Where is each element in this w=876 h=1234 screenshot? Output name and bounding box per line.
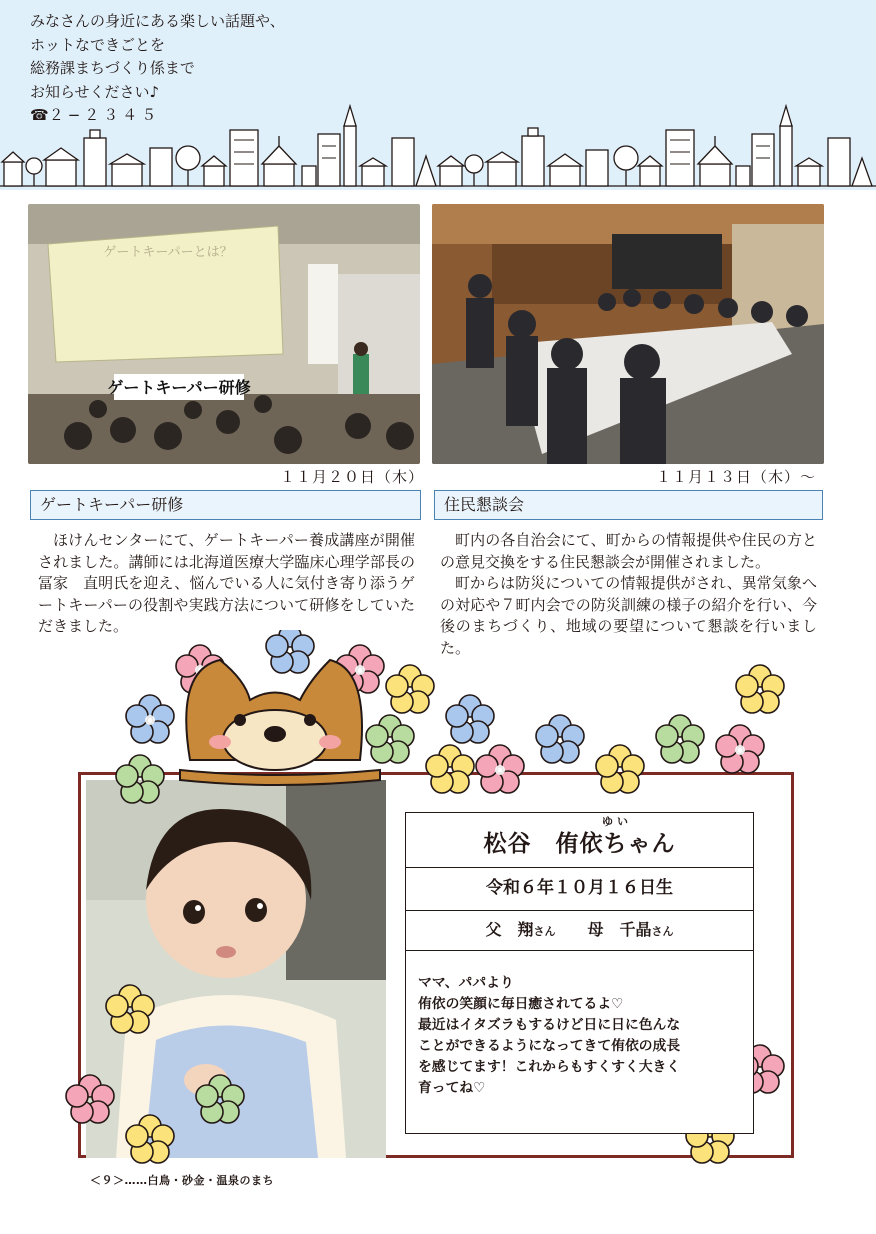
phone-icon: ☎ (30, 106, 49, 124)
slide-title-text: ゲートキーパーとは？ (103, 245, 233, 260)
meeting-photo (432, 204, 824, 464)
message-line-6: 育ってね♡ (418, 1080, 486, 1096)
baby-name: 松谷 侑依ちゃん (483, 830, 676, 857)
message-line-5: を感じてます！これからもすくすく大きく (418, 1059, 681, 1075)
mother-name: 千晶 (619, 920, 652, 939)
page-footer: ＜９＞……白鳥・砂金・温泉のまち (90, 1174, 274, 1187)
right-article-date: １１月１３日（木）〜 (656, 468, 817, 486)
seminar-banner-text: ゲートキーパー研修 (107, 378, 251, 397)
phone-number: ２−２３４５ (48, 106, 161, 124)
parents-message (406, 951, 753, 1099)
father-name: 翔 (517, 920, 534, 939)
right-article-paragraph-1: 町内の各自治会にて、町からの情報提供や住民の方との意見交換をする住民懇談会が開催されました。 (440, 531, 817, 571)
message-line-2: 侑依の笑顔に毎日癒されてるよ♡ (418, 996, 624, 1012)
left-article-date: １１月２０日（木） (280, 468, 425, 486)
notice-line-4: お知らせください♪ (30, 82, 160, 101)
father-label: 父 (485, 920, 502, 939)
notice-line-1: みなさんの身近にある楽しい話題や、 (30, 12, 285, 30)
father-honorific: さん (533, 925, 556, 938)
parents-row (406, 911, 753, 951)
message-line-3: 最近はイタズラもするけど日に日に色んな (418, 1017, 681, 1033)
baby-info-card (405, 812, 754, 1134)
notice-line-3: 総務課まちづくり係まで (30, 59, 195, 77)
mother-label: 母 (587, 920, 604, 939)
mother-honorific: さん (651, 925, 674, 938)
left-article-paragraph: ほけんセンターにて、ゲートキーパー養成講座が開催されました。講師には北海道医療大学臨床心理学部長の冨家 直明氏を迎え、悩んでいる人に気付き寄り添うゲートキーパーの役割や実践方法について研修をしていただきました。 (38, 531, 415, 635)
town-skyline-illustration (0, 100, 876, 192)
left-section-title: ゲートキーパー研修 (30, 490, 421, 520)
name-ruby: ゆい (602, 815, 632, 828)
seminar-photo (28, 204, 420, 464)
message-line-1: ママ、パパより (418, 975, 514, 991)
right-section-title: 住民懇談会 (434, 490, 823, 520)
baby-name-row (406, 813, 753, 868)
right-article-paragraph-2: 町からは防災についての情報提供がされ、異常気象への対応や７町内会での防災訓練の様子の紹介を行い、今後のまちづくり、地域の要望について懇談を行いました。 (440, 574, 817, 657)
message-line-4: ことができるようになってきて侑依の成長 (418, 1038, 681, 1054)
baby-birthdate: 令和６年１０月１６日生 (406, 868, 753, 911)
left-article-body (38, 530, 415, 638)
notice-line-2: ホットなできごとを (30, 35, 166, 54)
